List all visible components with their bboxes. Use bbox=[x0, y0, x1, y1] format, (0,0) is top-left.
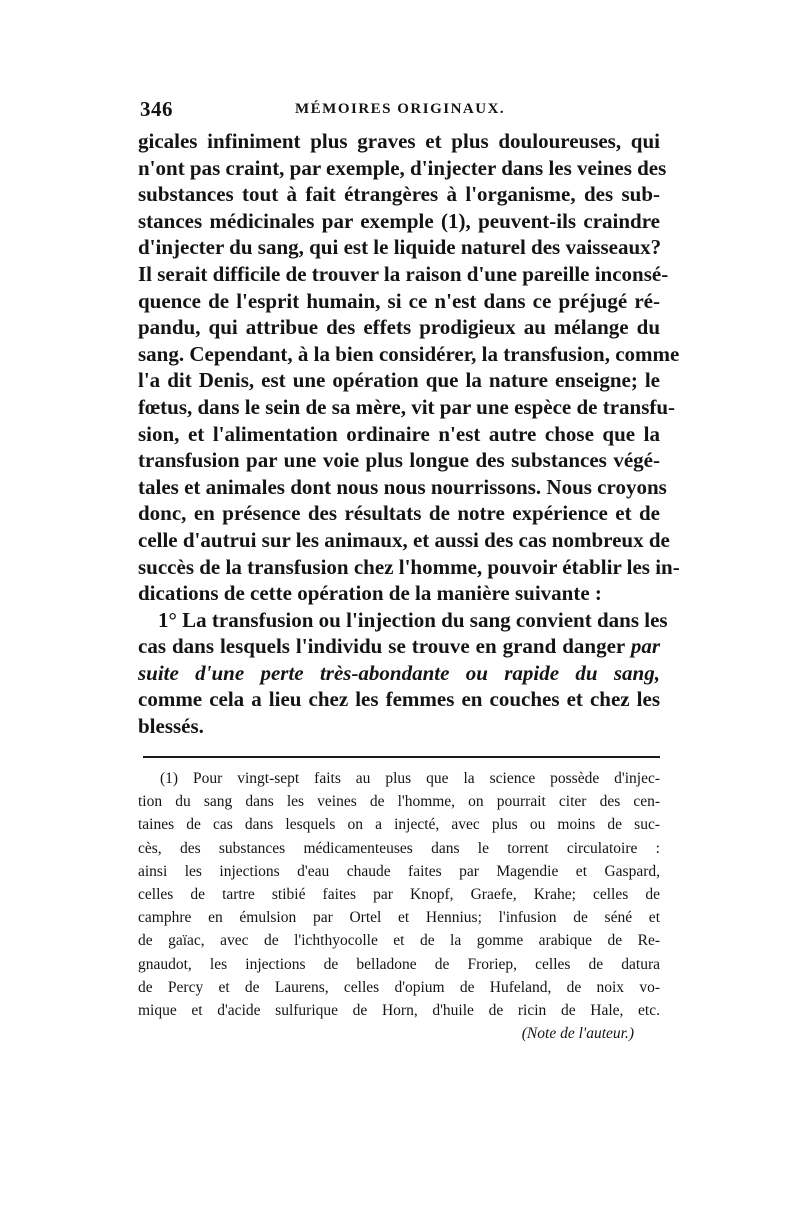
footnote-line: de gaïac, avec de l'ichthyocolle et de la gomme arabique de Re- bbox=[138, 932, 660, 950]
text-line: Il serait difficile de trouver la raison d'une pareille inconsé- bbox=[138, 261, 669, 286]
item-one-italic-text: par bbox=[630, 634, 660, 659]
item-one-text: cas dans lesquels l'individu se trouve en grand danger bbox=[138, 634, 631, 659]
text-line: d'injecter du sang, qui est le liquide naturel des vaisseaux? bbox=[138, 235, 662, 260]
text-line: dications de cette opération de la manière suivante : bbox=[138, 581, 602, 606]
text-line: l'a dit Denis, est une opération que la nature enseigne; le bbox=[138, 368, 660, 393]
item-one-line: comme cela a lieu chez les femmes en couches et chez les bbox=[138, 687, 660, 712]
item-one-line bbox=[138, 660, 660, 687]
text-line: n'ont pas craint, par exemple, d'injecter dans les veines des bbox=[138, 155, 667, 180]
item-one-line bbox=[138, 633, 660, 660]
text-line: quence de l'esprit humain, si ce n'est dans ce préjugé ré- bbox=[138, 288, 660, 313]
text-line: gicales infiniment plus graves et plus douloureuses, qui bbox=[138, 129, 660, 153]
text-line: transfusion par une voie plus longue des substances végé- bbox=[138, 448, 660, 473]
text-line: substances tout à fait étrangères à l'organisme, des sub- bbox=[138, 182, 660, 207]
text-line: stances médicinales par exemple (1), peuvent-ils craindre bbox=[138, 208, 660, 233]
footnote-line: taines de cas dans lesquels on a injecté, avec plus ou moins de suc- bbox=[138, 816, 660, 834]
item-one-italic-text: suite d'une perte très-abondante ou rapide du sang, bbox=[138, 660, 660, 685]
footnote-line: mique et d'acide sulfurique de Horn, d'huile de ricin de Hale, etc. bbox=[138, 1001, 660, 1019]
text-line: donc, en présence des résultats de notre expérience et de bbox=[138, 501, 660, 526]
footnote-line: ainsi les injections d'eau chaude faites par Magendie et Gaspard, bbox=[138, 862, 660, 880]
footnote-attribution: (Note de l'auteur.) bbox=[521, 1025, 634, 1043]
footnote-line: tion du sang dans les veines de l'homme, on pourrait citer des cen- bbox=[138, 793, 660, 811]
footnote bbox=[138, 767, 660, 1046]
text-line: succès de la transfusion chez l'homme, pouvoir établir les in- bbox=[138, 554, 680, 579]
page-number: 346 bbox=[140, 97, 173, 121]
main-text bbox=[138, 128, 680, 740]
footnote-line: de Percy et de Laurens, celles d'opium de Hufeland, de noix vo- bbox=[138, 978, 660, 996]
text-line: sion, et l'alimentation ordinaire n'est autre chose que la bbox=[138, 421, 660, 446]
text-line: fœtus, dans le sein de sa mère, vit par une espèce de transfu- bbox=[138, 394, 676, 419]
footnote-line: cès, des substances médicamenteuses dans le torrent circulatoire : bbox=[138, 839, 660, 857]
footnote-line: gnaudot, les injections de belladone de Froriep, celles de datura bbox=[138, 955, 660, 973]
text-line: sang. Cependant, à la bien considérer, la transfusion, comme bbox=[138, 341, 680, 366]
item-one-line: 1° La transfusion ou l'injection du sang convient dans les bbox=[158, 607, 668, 632]
running-title: MÉMOIRES ORIGINAUX. bbox=[295, 101, 506, 117]
item-one-line: blessés. bbox=[138, 714, 204, 739]
text-line: celle d'autrui sur les animaux, et aussi des cas nombreux de bbox=[138, 527, 670, 552]
text-line: tales et animales dont nous nous nourrissons. Nous croyons bbox=[138, 474, 667, 499]
footnote-line: (1) Pour vingt-sept faits au plus que la science possède d'injec- bbox=[160, 770, 660, 787]
text-line: pandu, qui attribue des effets prodigieux au mélange du bbox=[138, 315, 660, 340]
footnote-rule bbox=[143, 756, 660, 758]
footnote-line: camphre en émulsion par Ortel et Hennius; l'infusion de séné et bbox=[138, 909, 660, 927]
footnote-line: celles de tartre stibié faites par Knopf, Graefe, Krahe; celles de bbox=[138, 885, 660, 903]
page-header bbox=[140, 97, 660, 123]
